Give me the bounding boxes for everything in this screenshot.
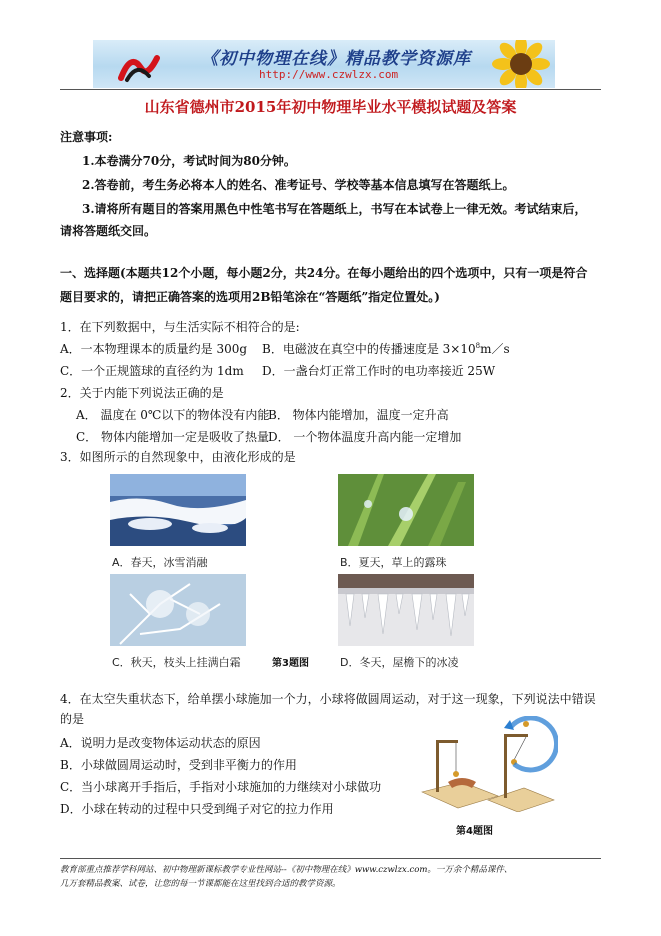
notes-item: 3.请将所有题目的答案用黑色中性笔书写在答题纸上，书写在本试卷上一律无效。考试结束后， — [82, 202, 587, 216]
photo-frost-branches — [110, 574, 246, 646]
question-stem: 1．在下列数据中，与生活实际不相符合的是: — [60, 320, 300, 334]
figure-caption: D．冬天，屋檐下的冰凌 — [340, 656, 459, 669]
header-rule — [60, 89, 601, 90]
banner-url: http://www.czwlzx.com — [259, 68, 399, 81]
option-b: B．小球做圆周运动时，受到非平衡力的作用 — [60, 758, 297, 772]
site-logo-icon — [117, 48, 161, 84]
notes-heading: 注意事项: — [60, 130, 113, 144]
section-heading: 题目要求的，请把正确答案的选项用2B铅笔涂在“答题纸”指定位置处。) — [60, 290, 440, 304]
question-stem: 2．关于内能下列说法正确的是 — [60, 386, 224, 400]
option-b: B． 物体内能增加，温度一定升高 — [268, 408, 449, 422]
photo-icicles — [338, 574, 474, 646]
option-a: A． 温度在 0℃以下的物体没有内能 — [76, 408, 270, 422]
option-c: C．当小球离开手指后，手指对小球施加的力继续对小球做功 — [60, 780, 382, 794]
option-b: B．电磁波在真空中的传播速度是 $3\times 10^8m/s$ — [262, 342, 510, 356]
option-d: D．一盏台灯正常工作时的电功率接近 25W — [262, 364, 496, 378]
question-stem: 3．如图所示的自然现象中，由液化形成的是 — [60, 450, 296, 464]
option-c: C． 物体内能增加一定是吸收了热量 — [76, 430, 269, 444]
header-banner — [93, 40, 555, 88]
option-a: A．说明力是改变物体运动状态的原因 — [60, 736, 261, 750]
figure-label: 第4题图 — [456, 826, 493, 837]
figure-label: 第3题图 — [272, 658, 309, 669]
question-stem: 4．在太空失重状态下，给单摆小球施加一个力，小球将做圆周运动，对于这一现象，下列说法中错误 — [60, 692, 596, 706]
question-stem: 的是 — [60, 712, 85, 726]
photo-melting-snow — [110, 474, 246, 546]
photo-dew-grass — [338, 474, 474, 546]
option-d: D． 一个物体温度升高内能一定增加 — [268, 430, 462, 444]
figure-caption: C．秋天，枝头上挂满白霜 — [112, 656, 241, 669]
notes-item: 1.本卷满分70分，考试时间为80分钟。 — [82, 154, 296, 168]
figure-caption: A．春天，冰雪消融 — [112, 556, 208, 569]
option-c: C．一个正规篮球的直径约为 1dm — [60, 364, 244, 378]
footer-text: 教育部重点推荐学科网站、初中物理新课标教学专业性网站--《初中物理在线》www.czwlzx.com。一万余个精品课件、 — [60, 865, 513, 875]
sunflower-icon — [481, 40, 551, 88]
option-a: A．一本物理课本的质量约是 300g — [60, 342, 248, 356]
notes-item: 2.答卷前，考生务必将本人的姓名、准考证号、学校等基本信息填写在答题纸上。 — [82, 178, 515, 192]
pendulum-diagram — [418, 716, 558, 812]
option-d: D．小球在转动的过程中只受到绳子对它的拉力作用 — [60, 802, 334, 816]
footer-rule — [60, 858, 601, 859]
banner-title: 《初中物理在线》精品教学资源库 — [201, 49, 471, 69]
page-title: 山东省德州市2015年初中物理毕业水平模拟试题及答案 — [144, 98, 517, 116]
figure-caption: B．夏天，草上的露珠 — [340, 556, 447, 569]
notes-item: 请将答题纸交回。 — [60, 224, 157, 238]
footer-text: 几万套精品教案、试卷，让您的每一节课都能在这里找到合适的教学资源。 — [60, 879, 341, 889]
section-heading: 一、选择题(本题共12个小题，每小题2分，共24分。在每小题给出的四个选项中，只有一项是符合 — [60, 266, 588, 280]
